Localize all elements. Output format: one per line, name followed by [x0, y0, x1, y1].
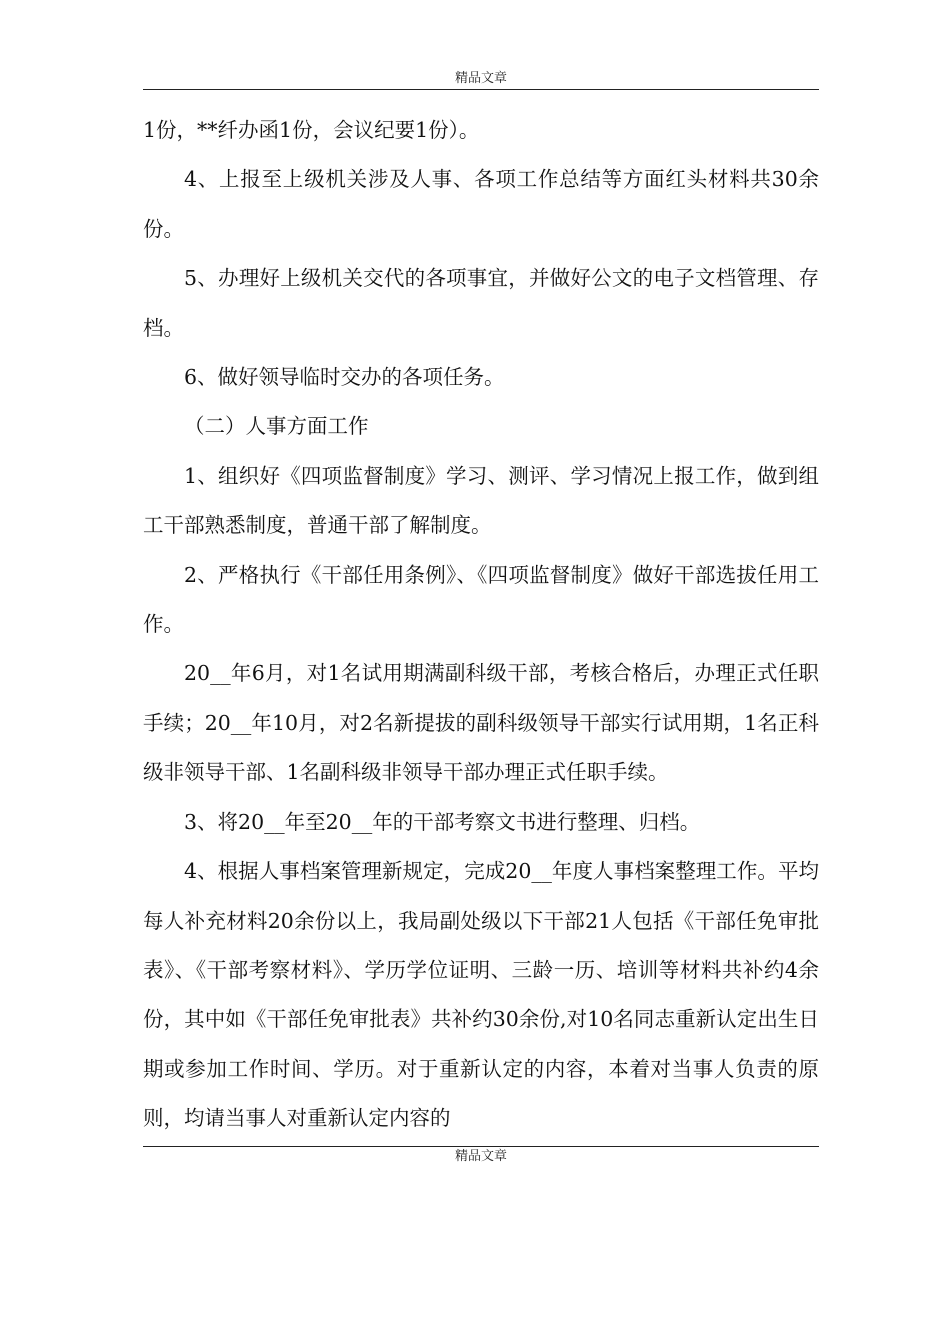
paragraph: 3、将20__年至20__年的干部考察文书进行整理、归档。	[184, 809, 701, 834]
section-heading: （二）人事方面工作	[184, 414, 369, 439]
document-body	[143, 106, 819, 1144]
page-footer: 精品文章	[143, 1146, 819, 1166]
paragraph: 1份，**纤办函1份，会议纪要1份）。	[143, 118, 480, 142]
paragraph: 6、做好领导临时交办的各项任务。	[184, 365, 505, 390]
paragraph: 20__年6月，对1名试用期满副科级干部，考核合格后，办理正式任职手续；20__年10月，对2名新提拔的副科级领导干部实行试用期，1名正科级非领导干部、1名副科级非领导干部办理正式任职手续。	[143, 661, 819, 785]
paragraph: 4、上报至上级机关涉及人事、各项工作总结等方面红头材料共30余份。	[143, 167, 819, 241]
page-header: 精品文章	[143, 70, 819, 90]
paragraph: 5、办理好上级机关交代的各项事宜，并做好公文的电子文档管理、存档。	[143, 266, 819, 340]
paragraph: 4、根据人事档案管理新规定，完成20__年度人事档案整理工作。平均每人补充材料20余份以上，我局副处级以下干部21人包括《干部任免审批表》、《干部考察材料》、学历学位证明、三龄一历、培训等材料共补约4余份，其中如《干部任免审批表》共补约30余份,对10名同志重新认定出生日期或参加工作时间、学历。对于重新认定的内容，本着对当事人负责的原则，均请当事人对重新认定内容的	[143, 859, 819, 1131]
paragraph: 1、组织好《四项监督制度》学习、测评、学习情况上报工作，做到组工干部熟悉制度，普通干部了解制度。	[143, 463, 819, 538]
paragraph: 2、严格执行《干部任用条例》、《四项监督制度》做好干部选拔任用工作。	[143, 562, 819, 637]
